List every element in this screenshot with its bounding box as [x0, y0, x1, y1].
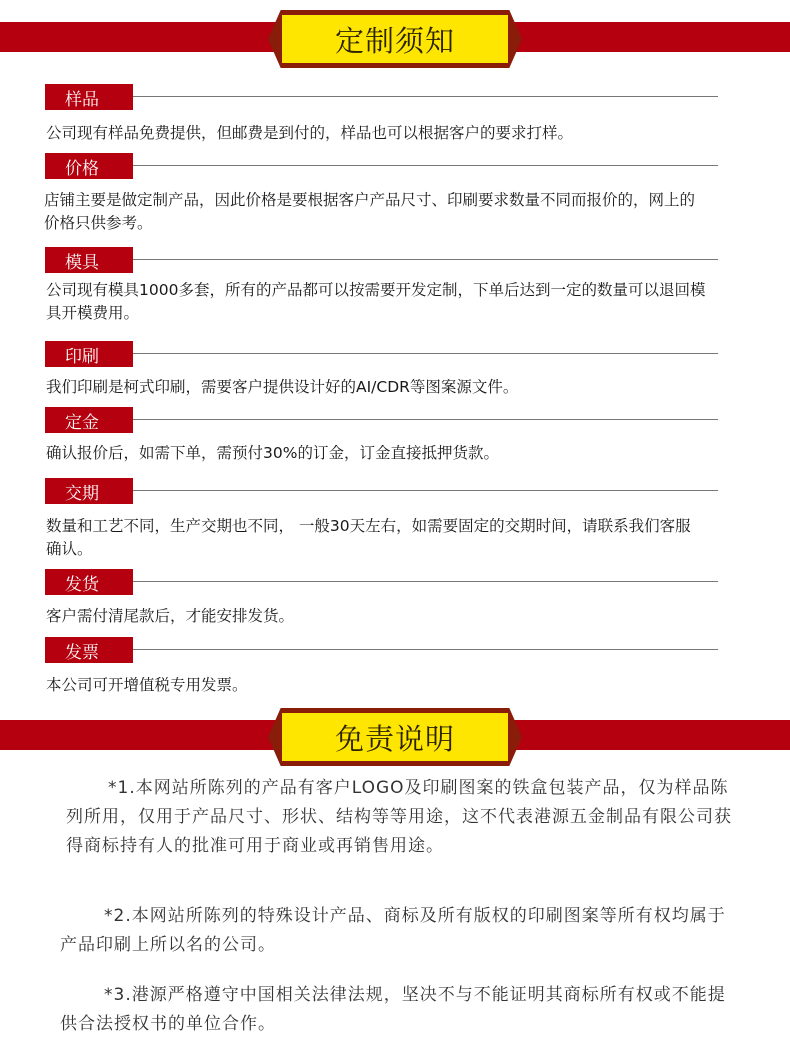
divider	[133, 96, 718, 97]
divider	[133, 581, 718, 582]
section-text: 数量和工艺不同，生产交期也不同， 一般30天左右，如需要固定的交期时间，请联系我们客服确认。	[46, 517, 691, 558]
section-label: 印刷	[45, 341, 133, 367]
divider	[133, 353, 718, 354]
divider	[133, 649, 718, 650]
notice-title: 定制须知	[282, 15, 508, 63]
notice-banner	[0, 4, 790, 74]
divider	[133, 165, 718, 166]
disclaimer-banner	[0, 702, 790, 772]
section-text: 确认报价后，如需下单，需预付30%的订金，订金直接抵押货款。	[46, 444, 499, 462]
section-label: 模具	[45, 247, 133, 273]
divider	[133, 490, 718, 491]
section-label: 交期	[45, 478, 133, 504]
disclaimer-item: *2.本网站所陈列的特殊设计产品、商标及所有版权的印刷图案等所有权均属于产品印刷上所以名的公司。	[60, 906, 726, 955]
section-text: 公司现有样品免费提供，但邮费是到付的，样品也可以根据客户的要求打样。	[46, 124, 574, 142]
section-text: 公司现有模具1000多套，所有的产品都可以按需要开发定制，下单后达到一定的数量可以退回模具开模费用。	[46, 281, 706, 322]
section-label: 定金	[45, 407, 133, 433]
section-label: 价格	[45, 153, 133, 179]
section-text: 客户需付清尾款后，才能安排发货。	[46, 607, 295, 625]
section-label: 发票	[45, 637, 133, 663]
section-text: 本公司可开增值税专用发票。	[46, 676, 248, 694]
disclaimer-title: 免责说明	[282, 713, 508, 761]
divider	[133, 419, 718, 420]
disclaimer-item: *3.港源严格遵守中国相关法律法规，坚决不与不能证明其商标所有权或不能提供合法授权书的单位合作。	[60, 985, 726, 1034]
section-text: 我们印刷是柯式印刷，需要客户提供设计好的AI/CDR等图案源文件。	[46, 378, 519, 396]
section-label: 发货	[45, 569, 133, 595]
disclaimer-item: *1.本网站所陈列的产品有客户LOGO及印刷图案的铁盒包装产品，仅为样品陈列所用，仅用于产品尺寸、形状、结构等等用途，这不代表港源五金制品有限公司获得商标持有人的批准可用于商业或再销售用途。	[66, 778, 732, 856]
divider	[133, 259, 718, 260]
section-label: 样品	[45, 84, 133, 110]
section-text: 店铺主要是做定制产品，因此价格是要根据客户产品尺寸、印刷要求数量不同而报价的，网上的价格只供参考。	[44, 191, 696, 232]
